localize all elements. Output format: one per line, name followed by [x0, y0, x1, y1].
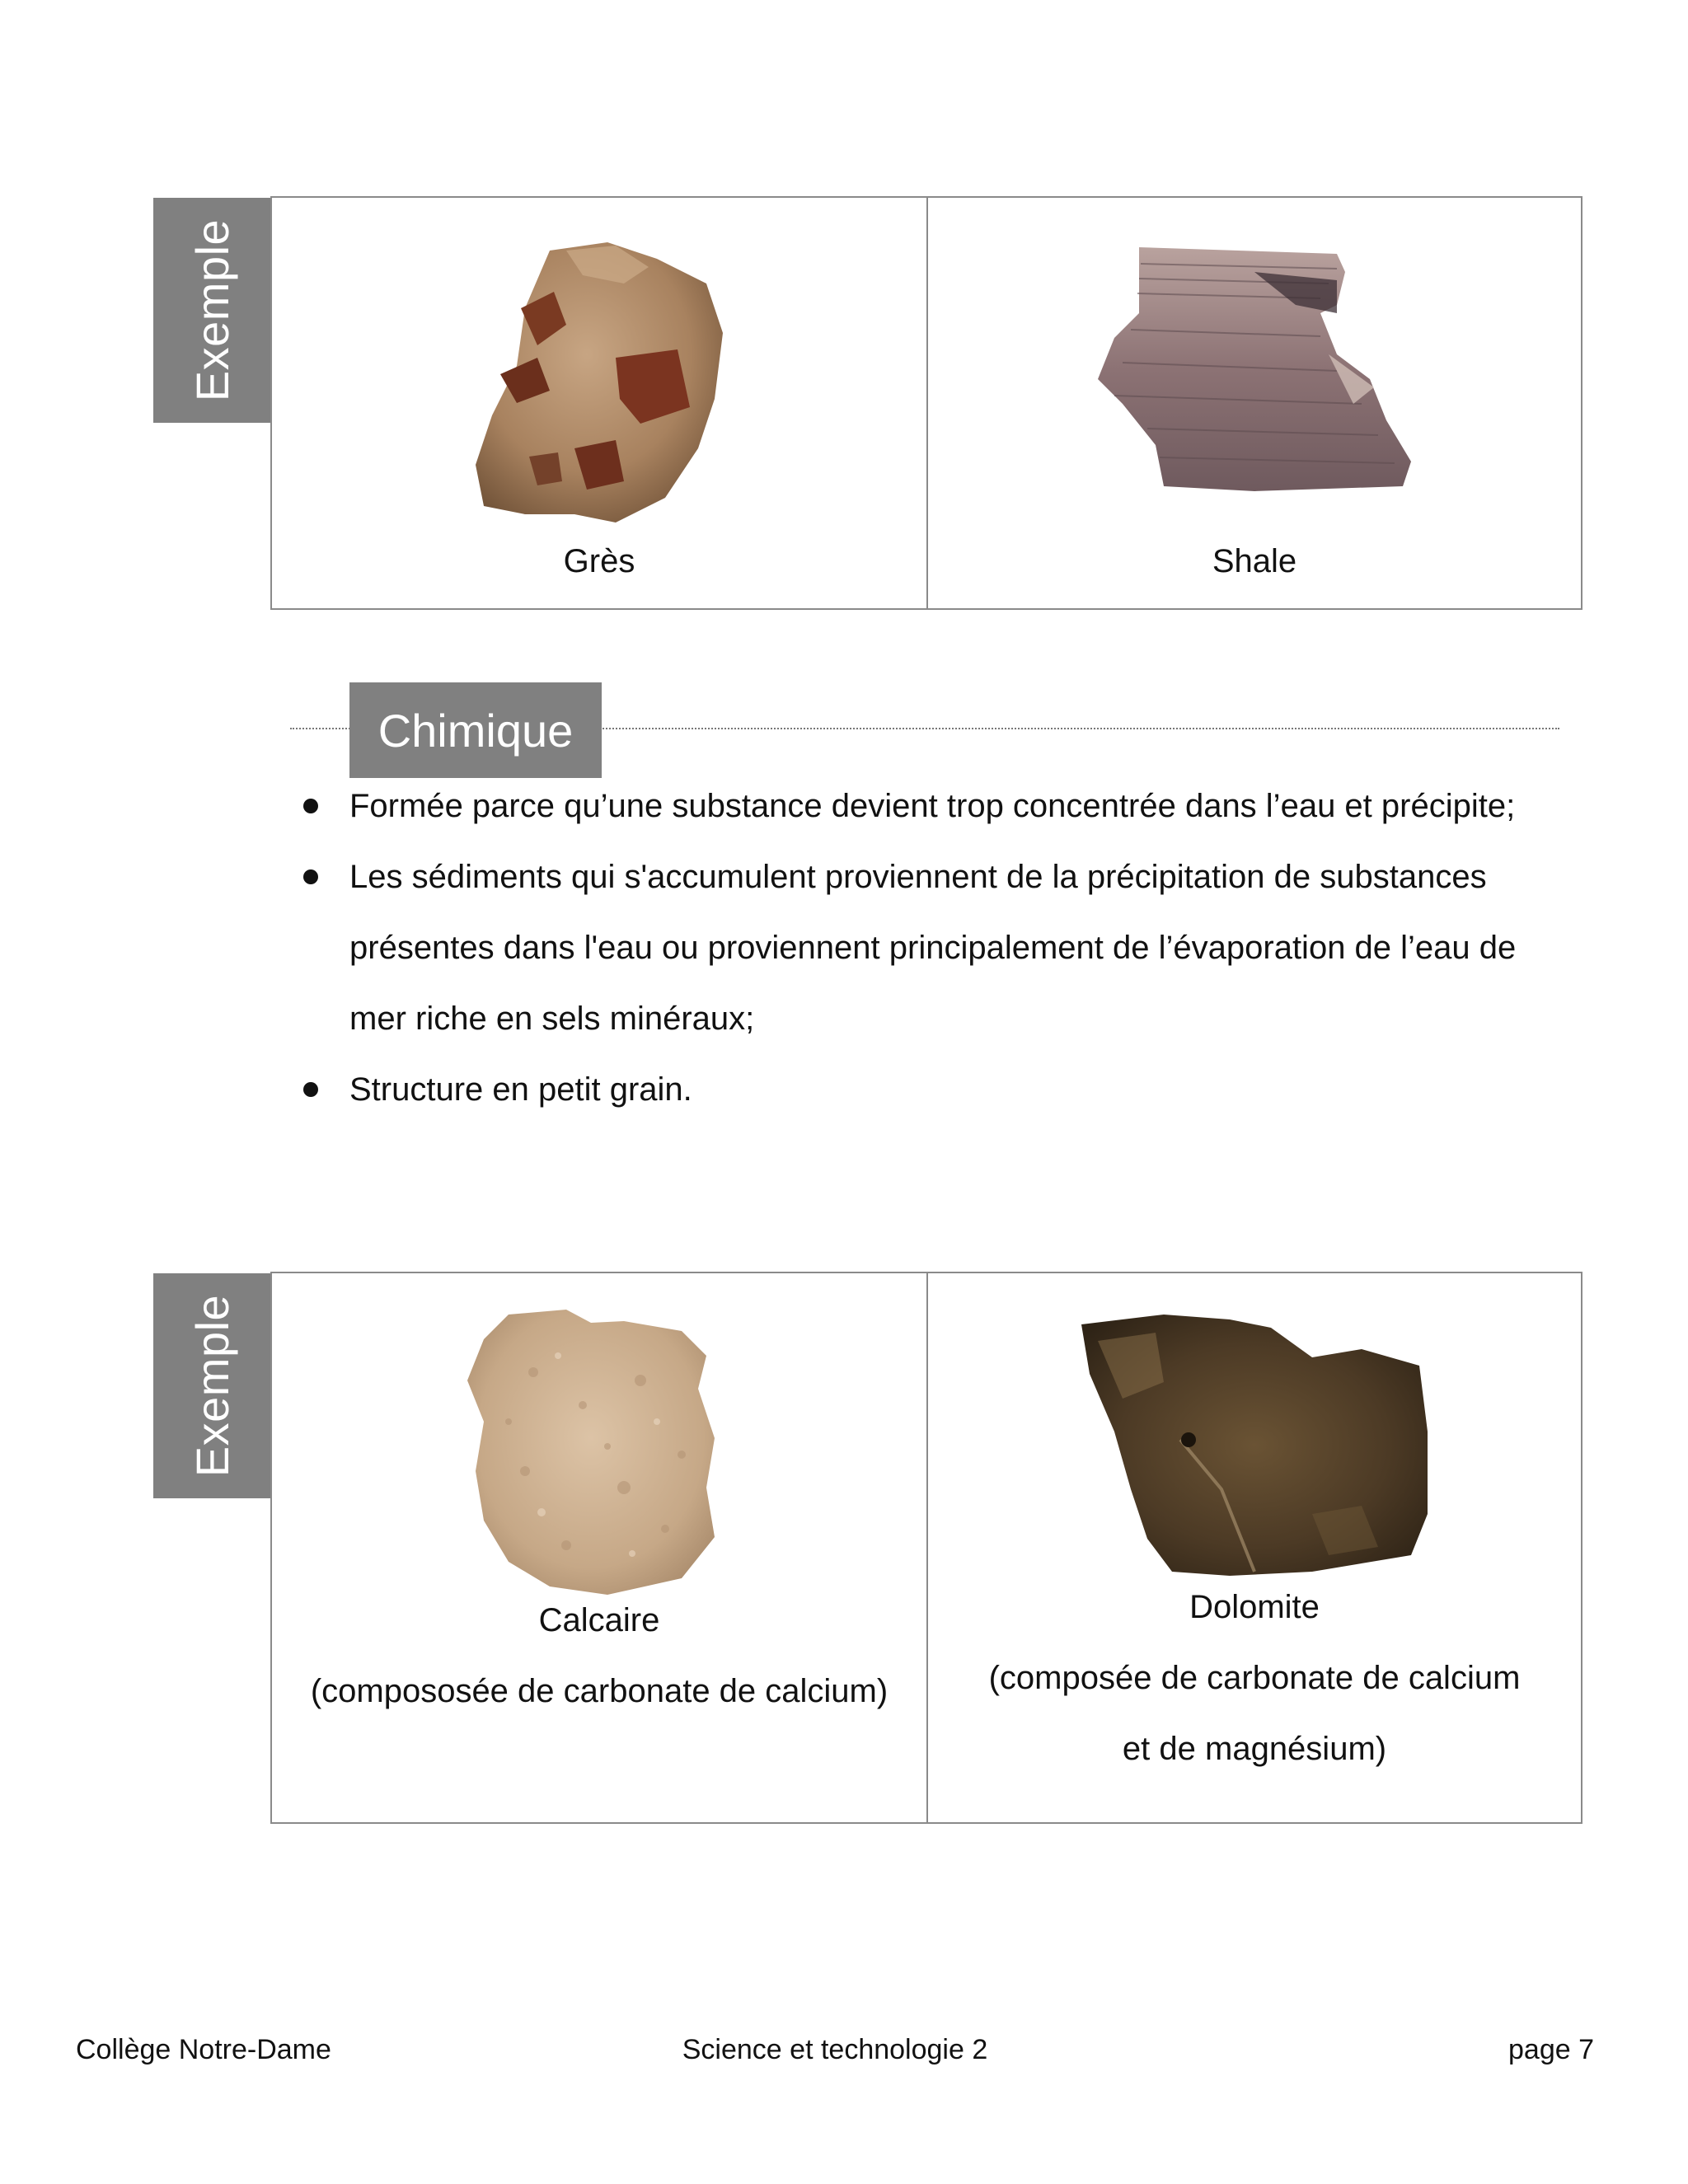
gres-caption: Grès	[563, 543, 635, 579]
shale-rock-image	[1090, 239, 1419, 536]
shale-caption: Shale	[1212, 543, 1297, 579]
example-cell-gres	[272, 198, 926, 608]
dolomite-note: (composée de carbonate de calcium et de magnésium)	[988, 1660, 1521, 1767]
calcaire-note: (compososée de carbonate de calcium)	[310, 1673, 889, 1709]
list-item: Les sédiments qui s'accumulent proviennent de la précipitation de substances présentes dans l'eau ou proviennent principalement de l’évaporation de l’eau de mer riche en sels minéraux;	[290, 841, 1576, 1054]
example-cell-calcaire	[272, 1273, 926, 1822]
example-tab-label: Exemple	[186, 1294, 239, 1478]
section-heading	[290, 682, 1559, 778]
dolomite-caption: Dolomite	[1189, 1589, 1320, 1625]
example-tab-top	[153, 198, 272, 423]
calcaire-caption: Calcaire	[538, 1602, 660, 1638]
example-table-top	[270, 196, 1582, 610]
footer-school: Collège Notre-Dame	[76, 2034, 331, 2065]
calcaire-rock-image	[459, 1306, 739, 1603]
bullet-icon	[303, 1082, 318, 1097]
page-footer	[76, 2034, 1594, 2075]
bullet-icon	[303, 869, 318, 884]
example-cell-shale	[926, 198, 1581, 608]
example-table-bottom	[270, 1272, 1582, 1824]
dolomite-rock-image	[1065, 1308, 1444, 1588]
list-item: Formée parce qu’une substance devient trop concentrée dans l’eau et précipite;	[290, 771, 1576, 841]
example-cell-dolomite	[926, 1273, 1581, 1822]
list-item: Structure en petit grain.	[290, 1054, 1576, 1125]
footer-course: Science et technologie 2	[682, 2034, 988, 2065]
footer-page-number: page 7	[1508, 2034, 1594, 2065]
section-title: Chimique	[349, 682, 602, 778]
gres-rock-image	[451, 234, 748, 531]
example-tab-label: Exemple	[186, 218, 239, 402]
example-tab-bottom	[153, 1273, 272, 1498]
bullet-icon	[303, 799, 318, 813]
bullet-list	[290, 771, 1576, 1125]
